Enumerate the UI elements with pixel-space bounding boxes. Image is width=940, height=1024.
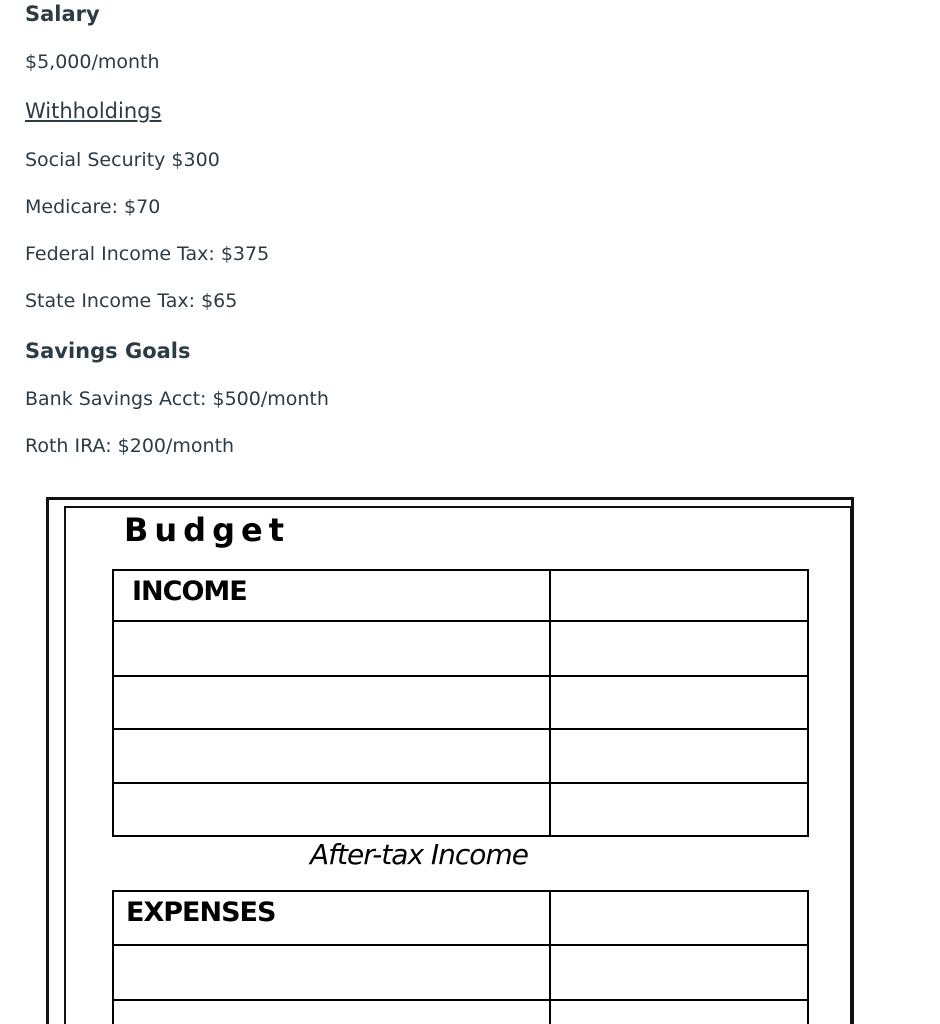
table-row bbox=[113, 729, 808, 783]
table-row bbox=[113, 1000, 808, 1024]
table-row bbox=[113, 676, 808, 729]
expenses-label-cell bbox=[113, 891, 550, 945]
salary-heading: Salary bbox=[25, 2, 100, 26]
table-cell bbox=[550, 729, 808, 783]
expenses-amount-cell bbox=[550, 891, 808, 945]
table-row bbox=[113, 621, 808, 676]
expenses-table bbox=[112, 890, 809, 1024]
table-cell bbox=[113, 621, 550, 676]
table-row bbox=[113, 945, 808, 1000]
table-cell bbox=[550, 676, 808, 729]
after-tax-income-label: After-tax Income bbox=[310, 838, 528, 871]
withholding-social-security: Social Security $300 bbox=[25, 149, 220, 171]
income-label: INCOME bbox=[132, 576, 247, 607]
table-cell bbox=[550, 783, 808, 836]
expenses-label: EXPENSES bbox=[126, 897, 276, 928]
table-cell bbox=[550, 1000, 808, 1024]
salary-amount: $5,000/month bbox=[25, 51, 160, 73]
income-amount-cell bbox=[550, 570, 808, 621]
income-table bbox=[112, 569, 809, 837]
withholding-state-tax: State Income Tax: $65 bbox=[25, 290, 238, 312]
table-cell bbox=[113, 729, 550, 783]
table-cell bbox=[550, 945, 808, 1000]
table-cell bbox=[113, 945, 550, 1000]
income-label-cell bbox=[113, 570, 550, 621]
withholdings-heading: Withholdings bbox=[25, 99, 162, 123]
savings-heading: Savings Goals bbox=[25, 339, 191, 363]
table-row bbox=[113, 783, 808, 836]
income-header-row bbox=[113, 570, 808, 621]
withholding-federal-tax: Federal Income Tax: $375 bbox=[25, 243, 270, 265]
table-cell bbox=[113, 783, 550, 836]
savings-bank: Bank Savings Acct: $500/month bbox=[25, 388, 329, 410]
table-cell bbox=[113, 676, 550, 729]
table-cell bbox=[113, 1000, 550, 1024]
table-cell bbox=[550, 621, 808, 676]
budget-title: Budget bbox=[124, 511, 290, 549]
savings-roth-ira: Roth IRA: $200/month bbox=[25, 435, 235, 457]
expenses-header-row bbox=[113, 891, 808, 945]
withholding-medicare: Medicare: $70 bbox=[25, 196, 161, 218]
